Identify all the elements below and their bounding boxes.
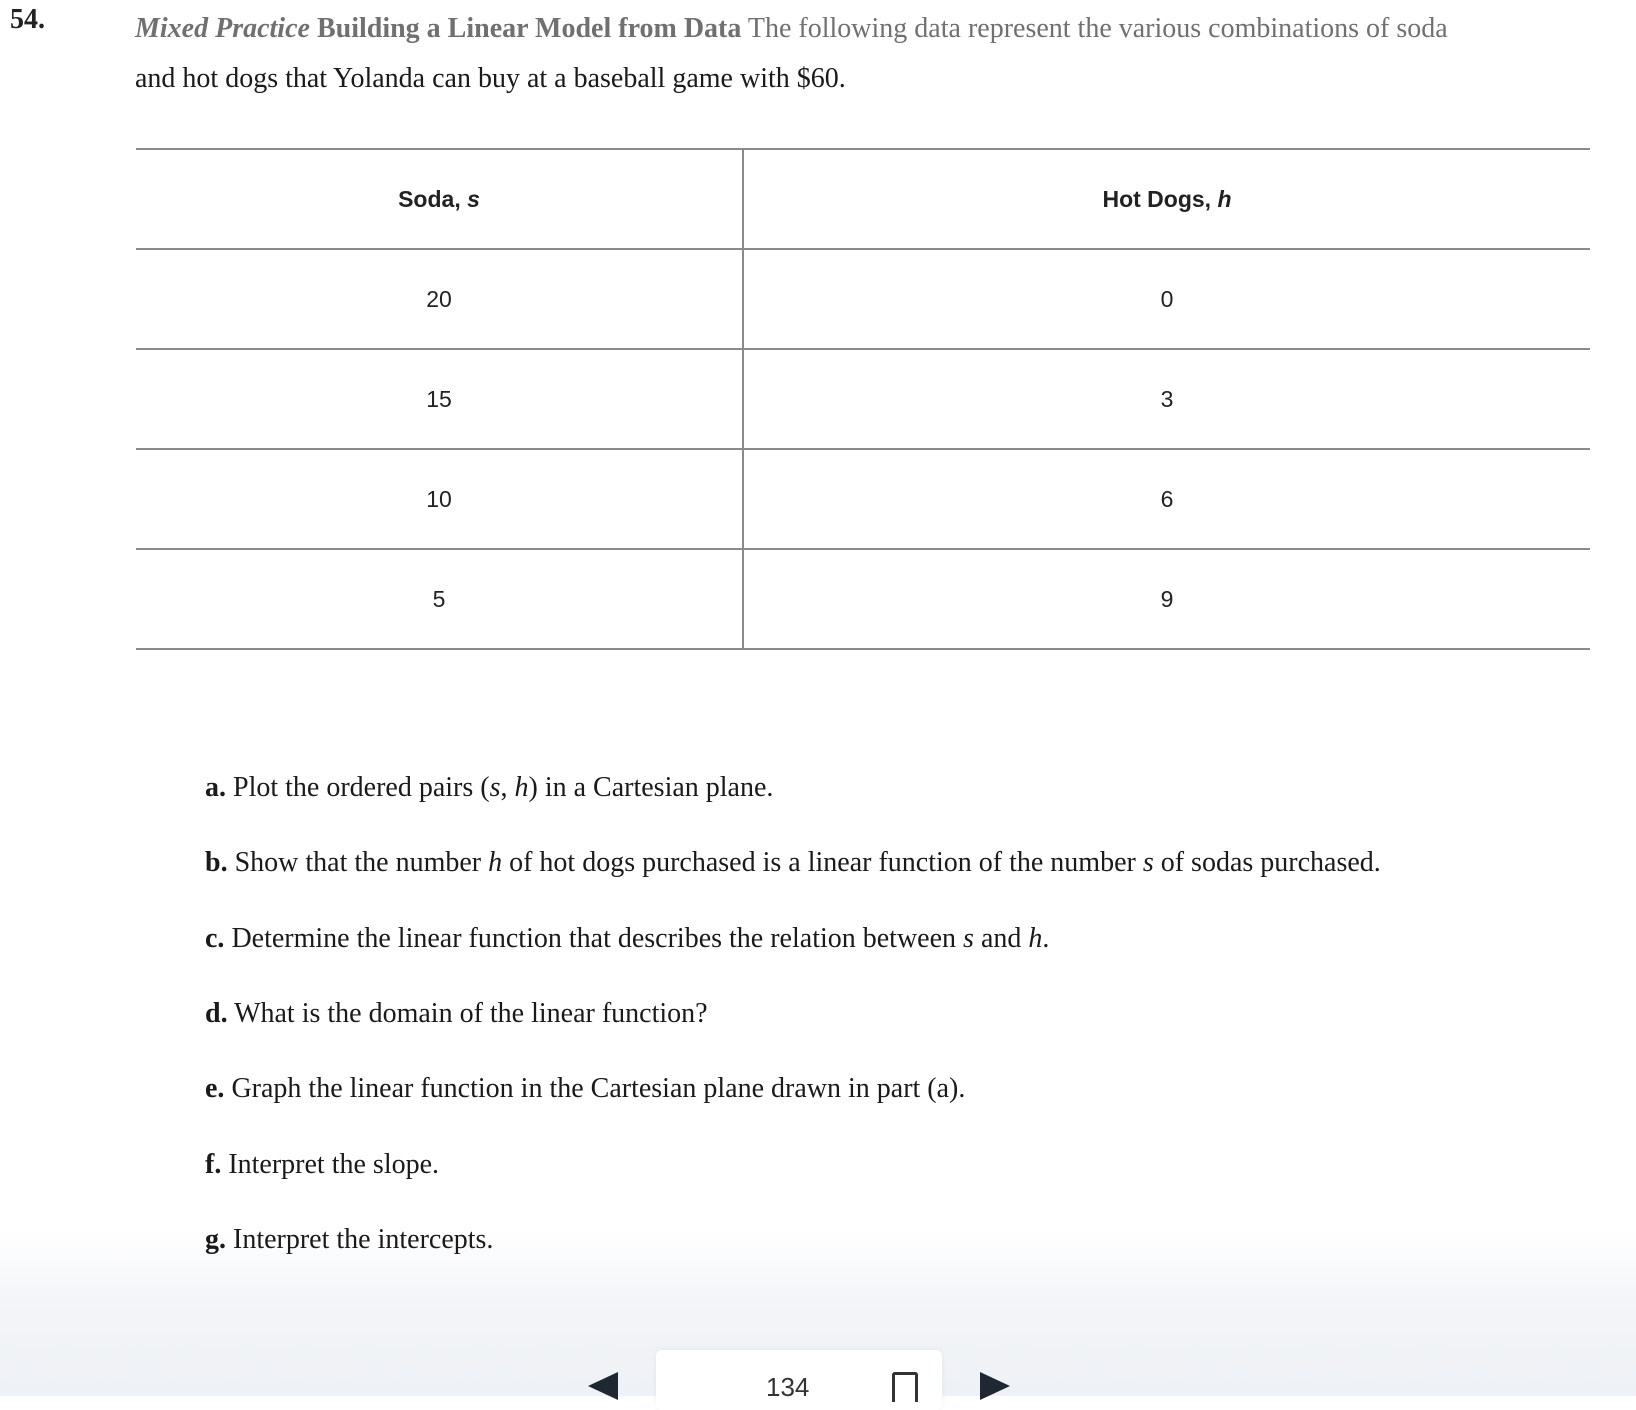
question-text: of hot dogs purchased is a linear function of the number — [502, 847, 1143, 878]
title-italic: Mixed Practice — [135, 13, 310, 44]
question-text: Show that the number — [227, 847, 489, 878]
table-row — [136, 249, 1590, 349]
question-e — [205, 1073, 965, 1105]
table-cell: 20 — [136, 249, 743, 349]
table-row — [136, 549, 1590, 649]
question-var: h — [514, 772, 529, 803]
table-cell: 6 — [743, 449, 1590, 549]
question-text: of sodas purchased. — [1153, 847, 1381, 878]
question-letter: e. — [205, 1073, 225, 1104]
question-a — [205, 772, 773, 804]
question-text: and — [973, 923, 1029, 954]
intro-text-1: The following data represent the various combinations of soda — [747, 13, 1448, 44]
title-bold: Building a Linear Model from Data — [316, 13, 742, 44]
question-c — [205, 923, 1049, 955]
table-cell: 0 — [743, 249, 1590, 349]
question-letter: b. — [205, 847, 228, 878]
question-text: , — [500, 772, 515, 803]
table-cell: 3 — [743, 349, 1590, 449]
intro-line-2: and hot dogs that Yolanda can buy at a baseball game with $60. — [135, 63, 846, 94]
header-hotdogs — [743, 149, 1590, 249]
page-navigator — [656, 1350, 942, 1410]
question-var: s — [963, 923, 974, 954]
data-table — [136, 148, 1590, 650]
question-text: Interpret the slope. — [221, 1149, 440, 1180]
question-text: Interpret the intercepts. — [226, 1224, 494, 1255]
header-hotdogs-var: h — [1217, 185, 1232, 212]
question-d — [205, 998, 708, 1030]
question-var: s — [1142, 847, 1154, 878]
question-text: ) in a Cartesian plane. — [528, 772, 774, 803]
problem-intro — [135, 4, 1615, 104]
question-letter: f. — [205, 1149, 222, 1180]
table-cell: 10 — [136, 449, 743, 549]
problem-number: 54. — [10, 4, 45, 35]
question-letter: g. — [205, 1224, 226, 1255]
page-number[interactable]: 134 — [766, 1372, 810, 1402]
question-text: . — [1042, 923, 1050, 954]
question-letter: a. — [205, 772, 226, 803]
table-header-row — [136, 149, 1590, 249]
question-f — [205, 1149, 439, 1181]
question-text: Plot the ordered pairs ( — [226, 772, 490, 803]
table-cell: 9 — [743, 549, 1590, 649]
question-letter: d. — [205, 998, 228, 1029]
question-var: h — [1028, 923, 1043, 954]
intro-line-1 — [135, 4, 1615, 54]
question-letter: c. — [205, 923, 225, 954]
header-soda-var: s — [467, 185, 480, 212]
header-soda-label: Soda, — [398, 185, 468, 212]
question-var: h — [488, 847, 503, 878]
question-text: Graph the linear function in the Cartesian plane drawn in part (a). — [224, 1073, 966, 1104]
header-soda — [136, 149, 743, 249]
table-row — [136, 349, 1590, 449]
header-hotdogs-label: Hot Dogs, — [1102, 185, 1218, 212]
question-text: Determine the linear function that describes the relation between — [224, 923, 964, 954]
question-g — [205, 1224, 493, 1256]
question-text: What is the domain of the linear function? — [227, 998, 708, 1029]
table-row — [136, 449, 1590, 549]
table-cell: 5 — [136, 549, 743, 649]
table-cell: 15 — [136, 349, 743, 449]
question-b — [205, 847, 1381, 879]
question-var: s — [489, 772, 501, 803]
bookmark-icon[interactable] — [892, 1372, 918, 1402]
data-table-container — [136, 148, 1590, 650]
